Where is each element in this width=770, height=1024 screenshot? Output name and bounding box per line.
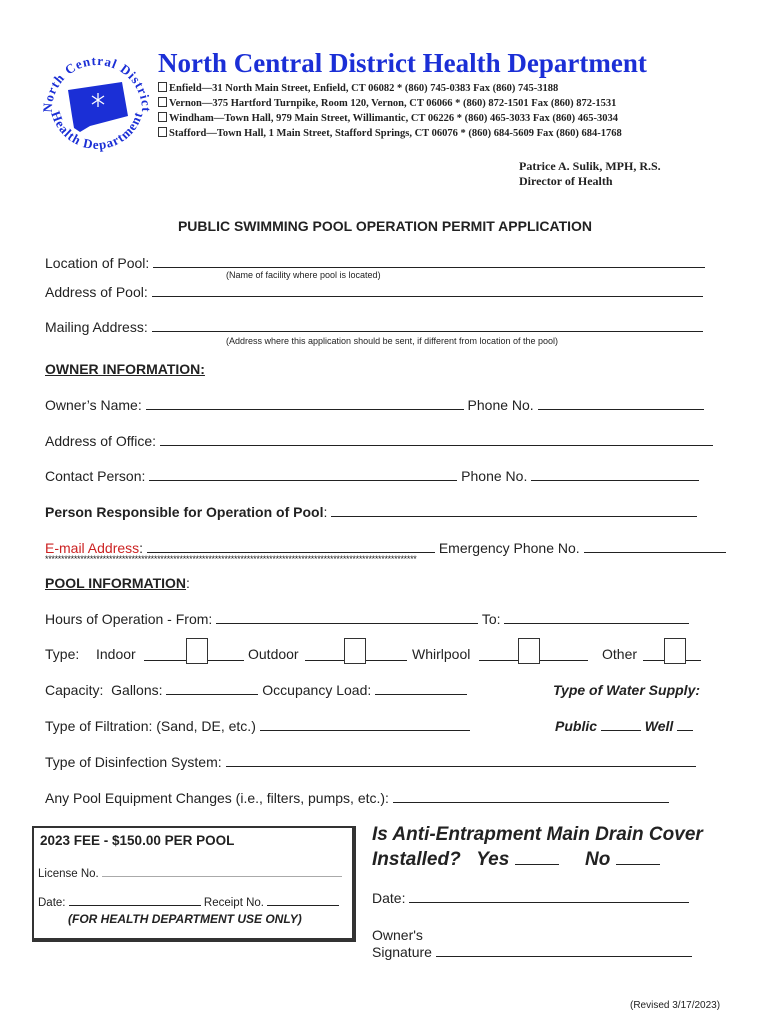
responsible-row: Person Responsible for Operation of Pool: xyxy=(45,504,697,520)
type-label: Type: xyxy=(45,646,80,662)
department-logo xyxy=(38,46,156,164)
office-windham: Windham—Town Hall, 979 Main Street, Willimantic, CT 06226 * (860) 465-3033 Fax (860) 465-3034 xyxy=(158,112,618,124)
fee-box xyxy=(32,826,356,942)
location-hint: (Name of facility where pool is located) xyxy=(226,270,381,280)
owner-name-row xyxy=(45,397,704,413)
address-field[interactable] xyxy=(152,284,703,297)
hours-to-label: To: xyxy=(481,611,501,627)
license-label: License No. xyxy=(38,868,99,880)
responsible-label: Person Responsible for Operation of Pool xyxy=(45,504,324,520)
owner-name-label: Owner’s Name: xyxy=(45,397,142,413)
equipment-field[interactable] xyxy=(393,790,669,803)
other-checkbox[interactable] xyxy=(664,638,686,664)
well-label: Well xyxy=(644,718,674,734)
emergency-label: Emergency Phone No. xyxy=(438,540,580,556)
office-address-label: Address of Office: xyxy=(45,433,157,449)
contact-phone-field[interactable] xyxy=(531,468,699,481)
revised-note: (Revised 3/17/2023) xyxy=(630,1000,721,1011)
email-field[interactable] xyxy=(147,540,435,553)
hours-row xyxy=(45,611,689,627)
filtration-field[interactable] xyxy=(260,718,470,731)
receipt-field[interactable] xyxy=(267,897,339,906)
email-label: E-mail Address xyxy=(45,540,140,556)
director-name: Patrice A. Sulik, MPH, R.S. xyxy=(519,159,661,173)
no-field[interactable] xyxy=(616,850,660,865)
fee-date-row xyxy=(38,897,339,909)
checkbox-icon xyxy=(158,97,167,107)
yes-label: Yes xyxy=(476,849,510,870)
equipment-label: Any Pool Equipment Changes (i.e., filters, pumps, etc.): xyxy=(45,790,389,806)
capacity-row xyxy=(45,682,467,698)
public-field[interactable] xyxy=(601,718,641,731)
office-use-note: (FOR HEALTH DEPARTMENT USE ONLY) xyxy=(68,912,302,926)
capacity-label: Capacity: xyxy=(45,682,104,698)
contact-field[interactable] xyxy=(149,468,457,481)
contact-phone-label: Phone No. xyxy=(461,468,528,484)
equipment-row xyxy=(45,790,669,806)
logo-text-bottom: Health Department xyxy=(48,108,146,153)
whirlpool-label: Whirlpool xyxy=(412,646,471,662)
office-stafford: Stafford—Town Hall, 1 Main Street, Stafford Springs, CT 06076 * (860) 684-5609 Fax (860) 684-1768 xyxy=(158,127,622,139)
no-label: No xyxy=(584,849,611,870)
mailing-label: Mailing Address: xyxy=(45,319,148,335)
gallons-label: Gallons: xyxy=(111,682,163,698)
office-enfield: Enfield—31 North Main Street, Enfield, CT 06082 * (860) 745-0383 Fax (860) 745-3188 xyxy=(158,82,558,94)
receipt-label: Receipt No. xyxy=(203,897,264,909)
department-title: North Central District Health Department xyxy=(158,48,647,78)
outdoor-label: Outdoor xyxy=(248,646,299,662)
signature-label-1: Owner's xyxy=(372,927,423,943)
disinfection-label: Type of Disinfection System: xyxy=(45,754,222,770)
pool-heading: POOL INFORMATION: xyxy=(45,575,190,591)
signature-row xyxy=(372,944,692,960)
checkbox-icon xyxy=(158,82,167,92)
mailing-hint: (Address where this application should be sent, if different from location of the pool) xyxy=(226,336,559,346)
fee-date-label: Date: xyxy=(38,897,66,909)
owner-name-field[interactable] xyxy=(146,397,464,410)
separator-stars: ******************************************************************************************************************** xyxy=(45,554,417,564)
drain-date-field[interactable] xyxy=(409,890,689,903)
location-label: Location of Pool: xyxy=(45,255,150,271)
public-label: Public xyxy=(555,718,598,734)
address-row xyxy=(45,284,703,300)
fee-license-row xyxy=(38,868,342,880)
address-label: Address of Pool: xyxy=(45,284,148,300)
mailing-row xyxy=(45,319,703,335)
hours-to-field[interactable] xyxy=(504,611,689,624)
disinfection-row xyxy=(45,754,696,770)
office-vernon: Vernon—375 Hartford Turnpike, Room 120, Vernon, CT 06066 * (860) 872-1501 Fax (860) 872-1531 xyxy=(158,97,616,109)
gallons-field[interactable] xyxy=(166,682,258,695)
indoor-label: Indoor xyxy=(96,646,136,662)
water-supply-options xyxy=(555,718,693,734)
office-address-row xyxy=(45,433,713,449)
contact-row xyxy=(45,468,699,484)
checkbox-icon xyxy=(158,112,167,122)
location-row xyxy=(45,255,705,271)
contact-label: Contact Person: xyxy=(45,468,146,484)
form-title: PUBLIC SWIMMING POOL OPERATION PERMIT APPLICATION xyxy=(177,218,593,234)
logo-text-top: North Central District xyxy=(39,52,155,113)
occupancy-field[interactable] xyxy=(375,682,467,695)
occupancy-label: Occupancy Load: xyxy=(262,682,372,698)
fee-text: 2023 FEE - $150.00 PER POOL xyxy=(40,833,235,848)
drain-date-row xyxy=(372,890,689,906)
drain-question-line1: Is Anti-Entrapment Main Drain Cover xyxy=(372,824,703,845)
owner-phone-field[interactable] xyxy=(538,397,704,410)
checkbox-icon xyxy=(158,127,167,137)
drain-question-line2 xyxy=(372,849,660,871)
signature-label-2: Signature xyxy=(372,944,432,960)
responsible-field[interactable] xyxy=(331,504,697,517)
installed-label: Installed? xyxy=(372,849,461,870)
office-address-field[interactable] xyxy=(160,433,713,446)
indoor-checkbox[interactable] xyxy=(186,638,208,664)
fee-date-field[interactable] xyxy=(69,897,201,906)
other-label: Other xyxy=(602,646,638,662)
owner-phone-label: Phone No. xyxy=(467,397,534,413)
owner-heading: OWNER INFORMATION: xyxy=(45,361,205,377)
emergency-field[interactable] xyxy=(584,540,726,553)
filtration-label: Type of Filtration: (Sand, DE, etc.) xyxy=(45,718,256,734)
mailing-field[interactable] xyxy=(152,319,703,332)
email-row: E-mail Address: Emergency Phone No. xyxy=(45,540,726,556)
signature-field[interactable] xyxy=(436,944,692,957)
outdoor-checkbox[interactable] xyxy=(344,638,366,664)
yes-field[interactable] xyxy=(515,850,559,865)
whirlpool-checkbox[interactable] xyxy=(518,638,540,664)
filtration-row xyxy=(45,718,470,734)
license-field[interactable] xyxy=(102,868,342,877)
hours-from-field[interactable] xyxy=(216,611,478,624)
water-supply-label: Type of Water Supply: xyxy=(553,682,701,698)
drain-date-label: Date: xyxy=(372,890,406,906)
well-field[interactable] xyxy=(677,718,693,731)
disinfection-field[interactable] xyxy=(226,754,696,767)
hours-label: Hours of Operation - From: xyxy=(45,611,213,627)
location-field[interactable] xyxy=(153,255,705,268)
director-title: Director of Health xyxy=(519,174,613,188)
